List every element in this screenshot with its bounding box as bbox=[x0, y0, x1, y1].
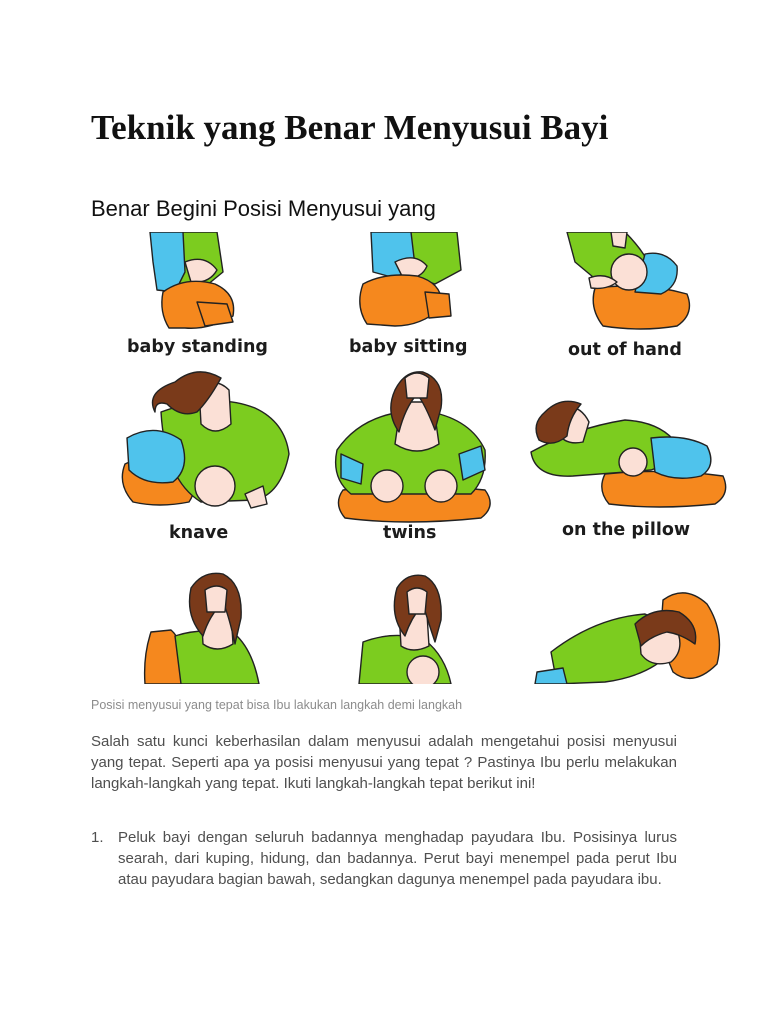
pose-row3-left-figure bbox=[145, 573, 259, 684]
list-item-text: Peluk bayi dengan seluruh badannya menghadap payudara Ibu. Posisinya lurus searah, dari kuping, hidung, dan badannya. Perut bayi menempel pada perut Ibu atau payudara bagian bawah, sedangkan dagunya menempel pada payudara ibu. bbox=[118, 829, 677, 888]
pose-row3-right-figure bbox=[535, 593, 719, 684]
label-baby-sitting: baby sitting bbox=[349, 337, 468, 357]
pose-out-of-hand-figure bbox=[567, 232, 689, 329]
steps-list bbox=[91, 827, 677, 890]
label-on-the-pillow: on the pillow bbox=[562, 520, 691, 540]
pose-on-the-pillow-figure bbox=[531, 401, 726, 507]
intro-paragraph: Salah satu kunci keberhasilan dalam menyusui adalah mengetahui posisi menyusui yang tepat. Seperti apa ya posisi menyusui yang tepat ? Pastinya Ibu perlu melakukan langkah-langkah yang tepat. Ikuti langkah-langkah tepat berikut ini! bbox=[91, 733, 677, 792]
list-item bbox=[91, 827, 677, 890]
breastfeeding-positions-illustration bbox=[105, 232, 745, 684]
section-heading: Benar Begini Posisi Menyusui yang bbox=[91, 196, 436, 221]
pose-row3-middle-figure bbox=[359, 575, 451, 684]
pose-twins-figure bbox=[336, 372, 491, 522]
pose-baby-standing-figure bbox=[150, 232, 234, 328]
pose-knave-figure bbox=[122, 372, 289, 508]
label-baby-standing: baby standing bbox=[127, 337, 268, 357]
label-knave: knave bbox=[169, 523, 229, 543]
list-item-number: 1. bbox=[91, 829, 104, 846]
figure-caption: Posisi menyusui yang tepat bisa Ibu lakukan langkah demi langkah bbox=[91, 698, 463, 712]
page-title: Teknik yang Benar Menyusui Bayi bbox=[91, 108, 609, 147]
pose-baby-sitting-figure bbox=[360, 232, 461, 326]
label-out-of-hand: out of hand bbox=[568, 340, 682, 360]
label-twins: twins bbox=[383, 523, 437, 543]
